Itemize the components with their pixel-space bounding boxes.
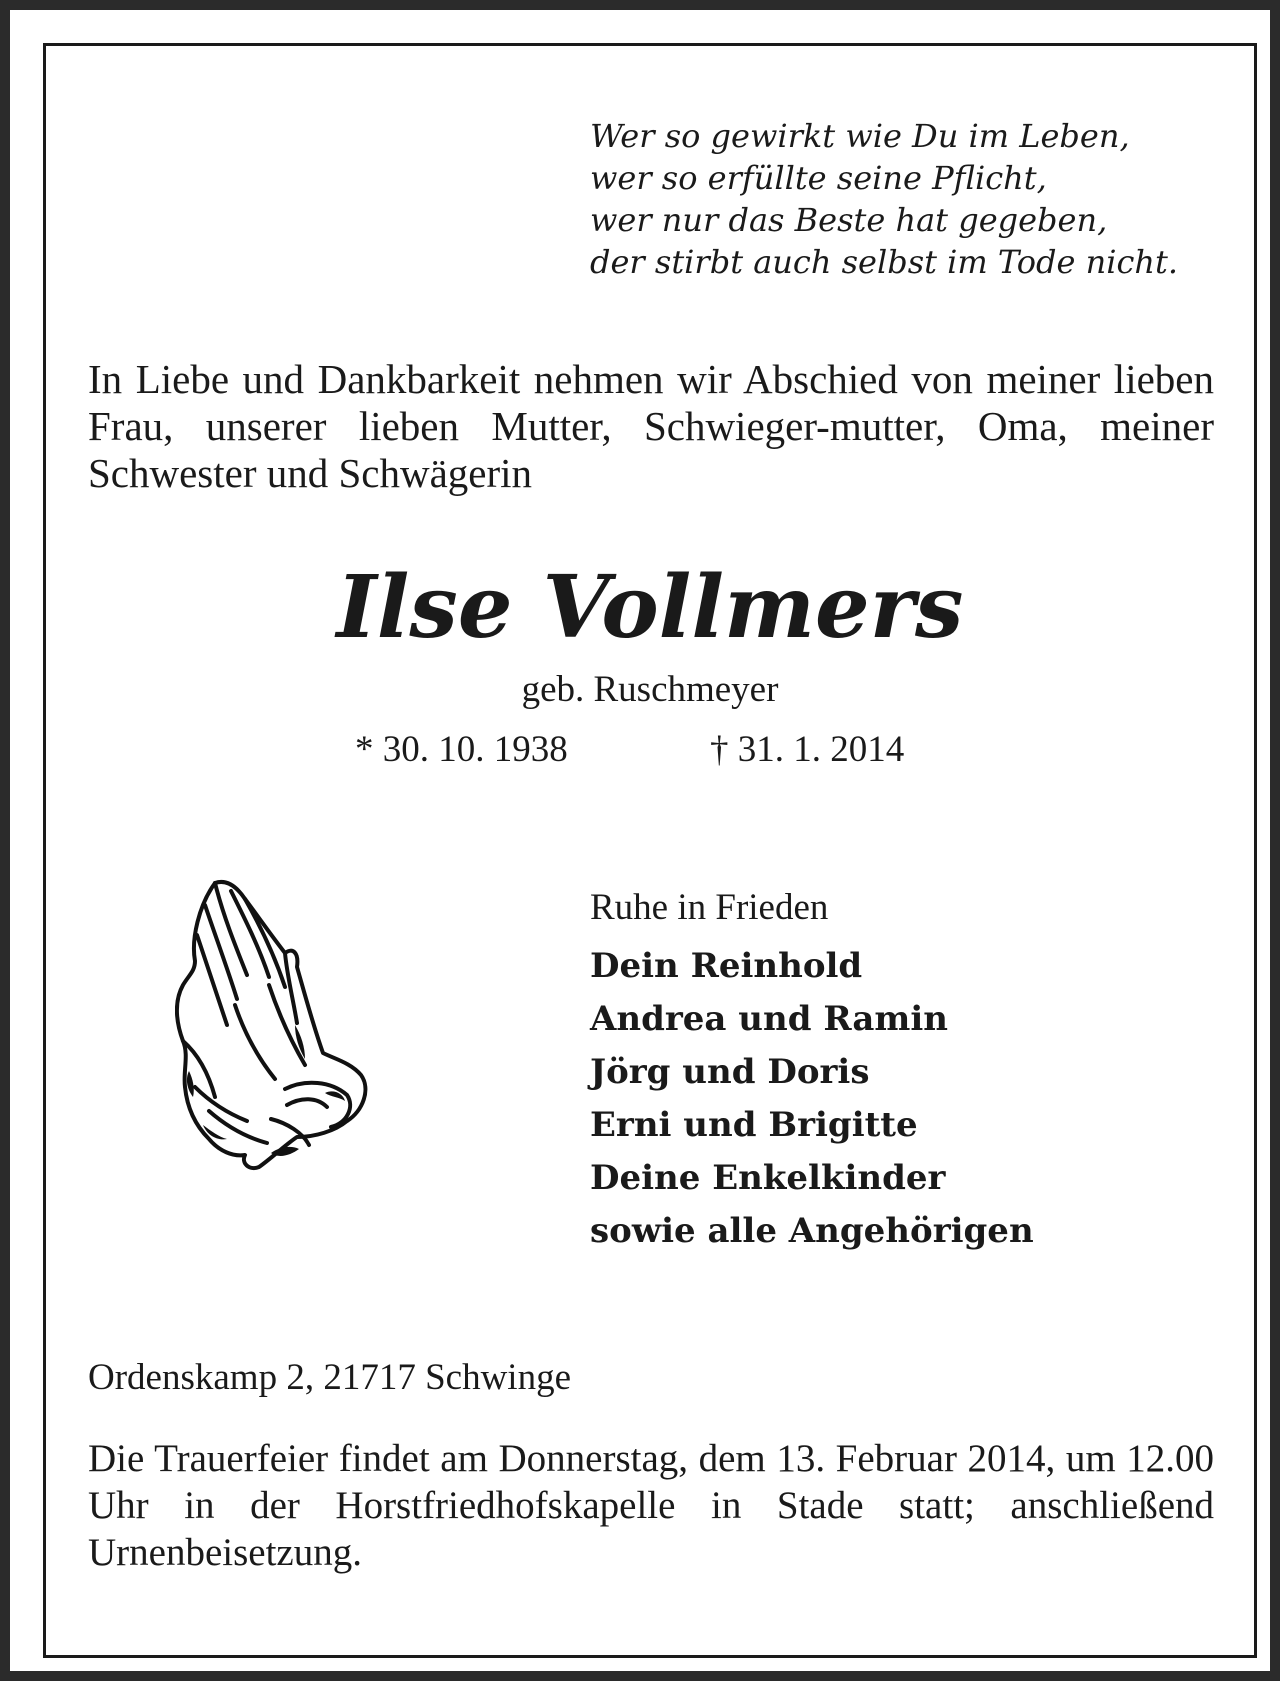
- death-date: † 31. 1. 2014: [710, 729, 905, 770]
- memorial-poem: [590, 115, 1230, 283]
- funeral-service-info: Die Trauerfeier findet am Donnerstag, dem 13. Februar 2014, um 12.00 Uhr in der Horstfriedhofskapelle in Stade statt; anschließend Urnenbeisetzung.: [88, 1437, 1214, 1574]
- birth-date: * 30. 10. 1938: [355, 729, 568, 770]
- rest-in-peace: Ruhe in Frieden: [590, 887, 829, 928]
- family-address: Ordenskamp 2, 21717 Schwinge: [88, 1357, 571, 1398]
- mourner-name: Dein Reinhold: [590, 946, 863, 986]
- poem-line: Wer so gewirkt wie Du im Leben,: [590, 117, 1130, 155]
- mourners-list: [590, 940, 1034, 1258]
- poem-line: der stirbt auch selbst im Tode nicht.: [590, 243, 1179, 281]
- poem-line: wer nur das Beste hat gegeben,: [590, 201, 1108, 239]
- praying-hands-icon: [175, 875, 385, 1175]
- mourner-name: Andrea und Ramin: [590, 999, 949, 1039]
- mourner-name: sowie alle Angehörigen: [590, 1211, 1034, 1251]
- inner-border: [43, 43, 1257, 1658]
- deceased-name: Ilse Vollmers: [336, 557, 964, 658]
- mourner-name: Jörg und Doris: [590, 1052, 870, 1092]
- mourner-name: Deine Enkelkinder: [590, 1158, 946, 1198]
- farewell-intro: In Liebe und Dankbarkeit nehmen wir Abschied von meiner lieben Frau, unserer lieben Mutter, Schwieger-mutter, Oma, meiner Schwester und Schwägerin: [88, 356, 1214, 496]
- birth-name: geb. Ruschmeyer: [521, 669, 779, 710]
- poem-line: wer so erfüllte seine Pflicht,: [590, 159, 1047, 197]
- mourner-name: Erni und Brigitte: [590, 1105, 918, 1145]
